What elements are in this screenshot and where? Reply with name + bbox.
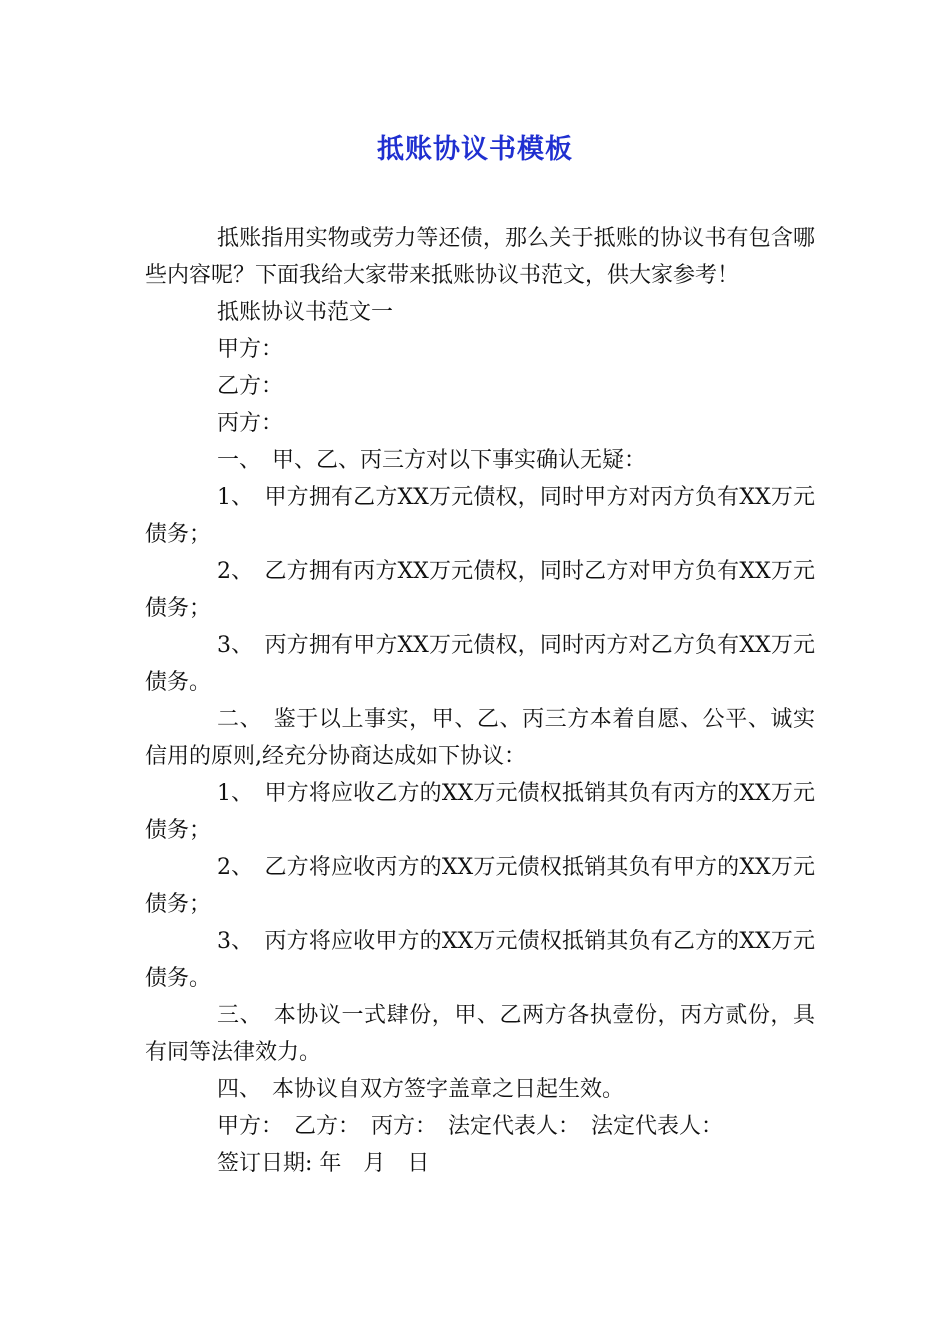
section-one: 一、 甲、乙、丙三方对以下事实确认无疑： — [217, 448, 647, 473]
section-one-item-1: 1、 甲方拥有乙方XX万元债权，同时甲方对丙方负有XX万元债务； — [145, 485, 815, 547]
section-one-item-2: 2、 乙方拥有丙方XX万元债权，同时乙方对甲方负有XX万元债务； — [145, 559, 815, 621]
section-two: 二、 鉴于以上事实，甲、乙、丙三方本着自愿、公平、诚实信用的原则,经充分协商达成如下协议： — [145, 707, 815, 769]
party-a-line: 甲方： — [217, 337, 284, 362]
section-two-item-2: 2、 乙方将应收丙方的XX万元债权抵销其负有甲方的XX万元债务； — [145, 855, 815, 917]
signature-line: 甲方： 乙方： 丙方： 法定代表人： 法定代表人： — [217, 1114, 724, 1139]
document-title: 抵账协议书模板 — [377, 134, 573, 165]
document-body — [145, 220, 815, 1182]
section-two-item-3: 3、 丙方将应收甲方的XX万元债权抵销其负有乙方的XX万元债务。 — [145, 929, 815, 991]
section-two-item-1: 1、 甲方将应收乙方的XX万元债权抵销其负有丙方的XX万元债务； — [145, 781, 815, 843]
section-one-item-3: 3、 丙方拥有甲方XX万元债权，同时丙方对乙方负有XX万元债务。 — [145, 633, 815, 695]
intro-paragraph: 抵账指用实物或劳力等还债，那么关于抵账的协议书有包含哪些内容呢？下面我给大家带来抵账协议书范文，供大家参考！ — [145, 226, 815, 288]
section-three: 三、 本协议一式肆份，甲、乙两方各执壹份，丙方贰份，具有同等法律效力。 — [145, 1003, 815, 1065]
section-four: 四、 本协议自双方签字盖章之日起生效。 — [217, 1077, 625, 1102]
signing-date-line: 签订日期: 年 月 日 — [217, 1151, 430, 1176]
party-b-line: 乙方： — [217, 374, 284, 399]
party-c-line: 丙方： — [217, 411, 284, 436]
sample-heading: 抵账协议书范文一 — [217, 300, 394, 325]
